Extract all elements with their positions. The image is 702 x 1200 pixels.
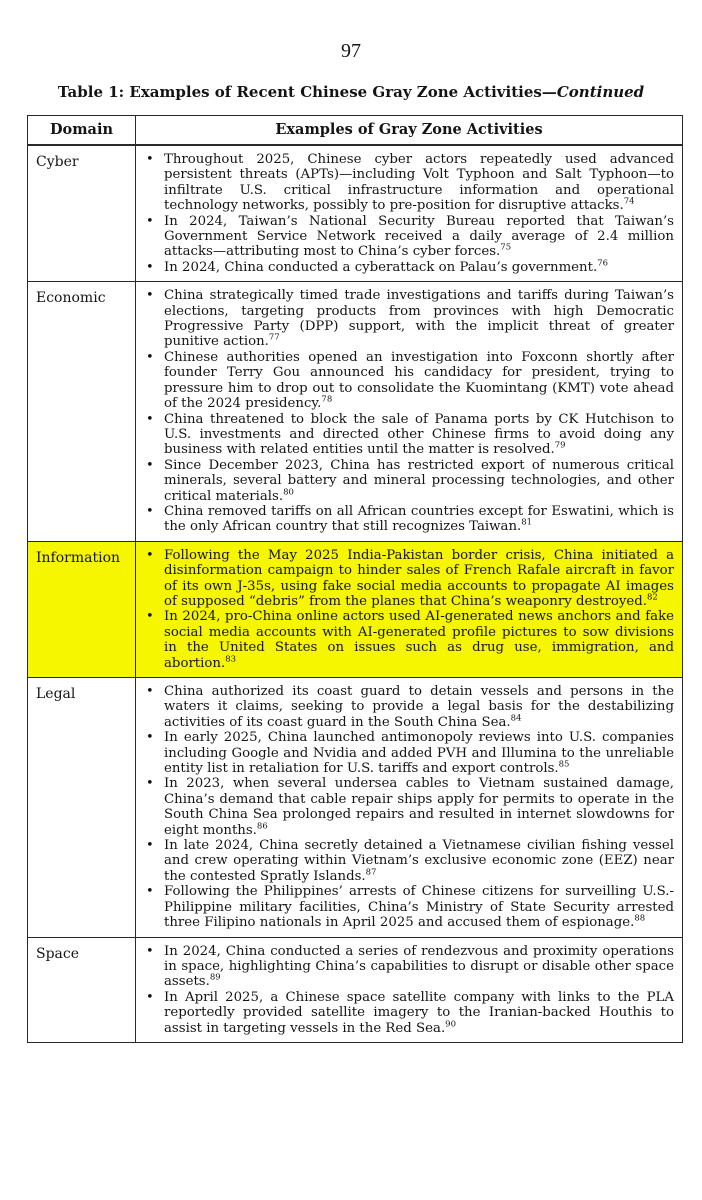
bullet-item (142, 260, 674, 275)
bullet-icon: • (146, 411, 154, 427)
bullet-item (142, 504, 674, 535)
domain-cell: Information (28, 541, 136, 677)
bullet-item (142, 944, 674, 990)
bullet-icon: • (146, 152, 154, 167)
footnote-ref: 75 (500, 243, 512, 254)
footnote-ref: 78 (321, 394, 333, 405)
examples-cell (136, 282, 683, 542)
caption-main: Table 1: Examples of Recent Chinese Gray Zone Activities— (57, 83, 557, 101)
footnote-ref: 77 (268, 333, 280, 344)
bullet-item (142, 838, 674, 884)
table-row-economic (28, 282, 683, 542)
footnote-ref: 82 (647, 592, 658, 603)
bullet-icon: • (146, 730, 154, 746)
header-examples: Examples of Gray Zone Activities (136, 116, 683, 146)
bullet-item (142, 609, 674, 671)
footnote-ref: 80 (283, 487, 294, 498)
bullet-text: China strategically timed trade investigations and tariffs during Taiwan’s elections, targeting products from provinces with high Democratic Progressive Party (DPP) support, with the implicit threat of greater punitive action. (164, 288, 674, 350)
bullet-item (142, 214, 674, 260)
bullet-icon: • (146, 776, 154, 792)
gray-zone-table (27, 115, 683, 1043)
domain-cell: Economic (28, 282, 136, 542)
bullet-text: Following the Philippines’ arrests of Chinese citizens for surveilling U.S.-Philippine military facilities, China’s Ministry of State Security arrested three Filipino nationals in April 2025 and accused them of espionage. (164, 884, 674, 931)
domain-cell: Cyber (28, 145, 136, 282)
bullet-text: China authorized its coast guard to detain vessels and persons in the waters it claims, seeking to provide a legal basis for the destabilizing activities of its coast guard in the South China Sea. (164, 684, 674, 730)
examples-cell (136, 937, 683, 1042)
table-row-legal (28, 678, 683, 938)
footnote-ref: 76 (597, 258, 609, 269)
bullet-item (142, 884, 674, 930)
bullet-item (142, 990, 674, 1036)
bullet-text: Throughout 2025, Chinese cyber actors repeatedly used advanced persistent threats (APTs)—including Volt Typhoon and Salt Typhoon—to infiltrate U.S. critical infrastructure information and operational technology networks, possibly to pre-position for disruptive attacks. (164, 152, 674, 214)
footnote-ref: 74 (623, 196, 635, 207)
bullet-text: In 2023, when several undersea cables to Vietnam sustained damage, China’s demand that cable repair ships apply for permits to operate in the South China Sea prolonged repairs and resulted in internet slowdowns for eight months. (164, 776, 674, 838)
bullet-icon: • (146, 547, 154, 563)
table-header-row (28, 116, 683, 146)
bullet-list (142, 152, 674, 275)
domain-cell: Space (28, 937, 136, 1042)
bullet-list (142, 944, 674, 1036)
bullet-icon: • (146, 989, 154, 1005)
bullet-list (142, 548, 674, 671)
examples-cell (136, 541, 683, 677)
bullet-text: In early 2025, China launched antimonopoly reviews into U.S. companies including Google and Nvidia and added PVH and Illumina to the unreliable entity list in retaliation for U.S. tariffs and export controls. (164, 730, 674, 777)
bullet-text: In 2024, China conducted a cyberattack on Palau’s government. (164, 259, 598, 275)
footnote-ref: 83 (225, 654, 237, 665)
header-domain: Domain (28, 116, 136, 146)
bullet-text: In 2024, pro-China online actors used AI-generated news anchors and fake social media accounts with AI-generated profile pictures to sow divisions in the United States on issues such as drug use, immigration, and abortion. (164, 609, 674, 671)
bullet-icon: • (146, 503, 154, 519)
bullet-text: In 2024, Taiwan’s National Security Bureau reported that Taiwan’s Government Service Network received a daily average of 2.4 million attacks—attributing most to China’s cyber forces. (164, 213, 674, 260)
table-row-information (28, 541, 683, 677)
bullet-item (142, 730, 674, 776)
bullet-text: In late 2024, China secretly detained a Vietnamese civilian fishing vessel and crew operating within Vietnam’s exclusive economic zone (EEZ) near the contested Spratly Islands. (164, 838, 674, 884)
table-caption (22, 83, 680, 101)
bullet-text: Following the May 2025 India-Pakistan border crisis, China initiated a disinformation campaign to hinder sales of French Rafale aircraft in favor of its own J-35s, using fake social media accounts to propagate AI images of supposed “debris” from the planes that China’s weaponry destroyed. (164, 547, 674, 609)
bullet-item (142, 776, 674, 838)
bullet-icon: • (146, 259, 154, 275)
bullet-item (142, 548, 674, 610)
bullet-icon: • (146, 684, 154, 699)
bullet-item (142, 684, 674, 730)
bullet-icon: • (146, 457, 154, 473)
bullet-list (142, 288, 674, 535)
footnote-ref: 81 (521, 517, 533, 528)
examples-cell (136, 145, 683, 282)
bullet-icon: • (146, 884, 154, 900)
bullet-text: China removed tariffs on all African countries except for Eswatini, which is the only African country that still recognizes Taiwan. (164, 503, 674, 535)
bullet-icon: • (146, 943, 154, 959)
bullet-text: Since December 2023, China has restricted export of numerous critical minerals, several battery and mineral processing technologies, and other critical materials. (164, 457, 674, 504)
bullet-item (142, 458, 674, 504)
caption-continued: Continued (556, 83, 645, 101)
domain-cell: Legal (28, 678, 136, 938)
bullet-text: In 2024, China conducted a series of rendezvous and proximity operations in space, highlighting China’s capabilities to disrupt or disable other space assets. (164, 943, 674, 990)
examples-cell (136, 678, 683, 938)
bullet-icon: • (146, 288, 154, 304)
page-number: 97 (341, 40, 361, 62)
footnote-ref: 84 (510, 713, 522, 724)
bullet-icon: • (146, 838, 154, 854)
bullet-icon: • (146, 609, 154, 625)
bullet-text: China threatened to block the sale of Panama ports by CK Hutchison to U.S. investments and directed other Chinese firms to avoid doing any business with related entities until the matter is resolved. (164, 411, 674, 458)
bullet-item (142, 152, 674, 214)
footnote-ref: 86 (256, 821, 268, 832)
bullet-item (142, 288, 674, 350)
footnote-ref: 90 (445, 1019, 456, 1030)
table-body (28, 145, 683, 1042)
bullet-item (142, 412, 674, 458)
footnote-ref: 79 (554, 440, 566, 451)
bullet-text: Chinese authorities opened an investigation into Foxconn shortly after founder Terry Gou announced his candidacy for president, trying to pressure him to drop out to consolidate the Kuomintang (KMT) vote ahead of the 2024 presidency. (164, 349, 674, 412)
bullet-item (142, 350, 674, 412)
bullet-text: In April 2025, a Chinese space satellite company with links to the PLA reportedly provided satellite imagery to the Iranian-backed Houthis to assist in targeting vessels in the Red Sea. (164, 989, 674, 1036)
footnote-ref: 87 (365, 867, 377, 878)
bullet-list (142, 684, 674, 931)
table-row-space (28, 937, 683, 1042)
table-row-cyber (28, 145, 683, 282)
footnote-ref: 88 (634, 913, 646, 924)
bullet-icon: • (146, 349, 154, 365)
bullet-icon: • (146, 213, 154, 229)
footnote-ref: 89 (209, 972, 221, 983)
footnote-ref: 85 (558, 759, 570, 770)
